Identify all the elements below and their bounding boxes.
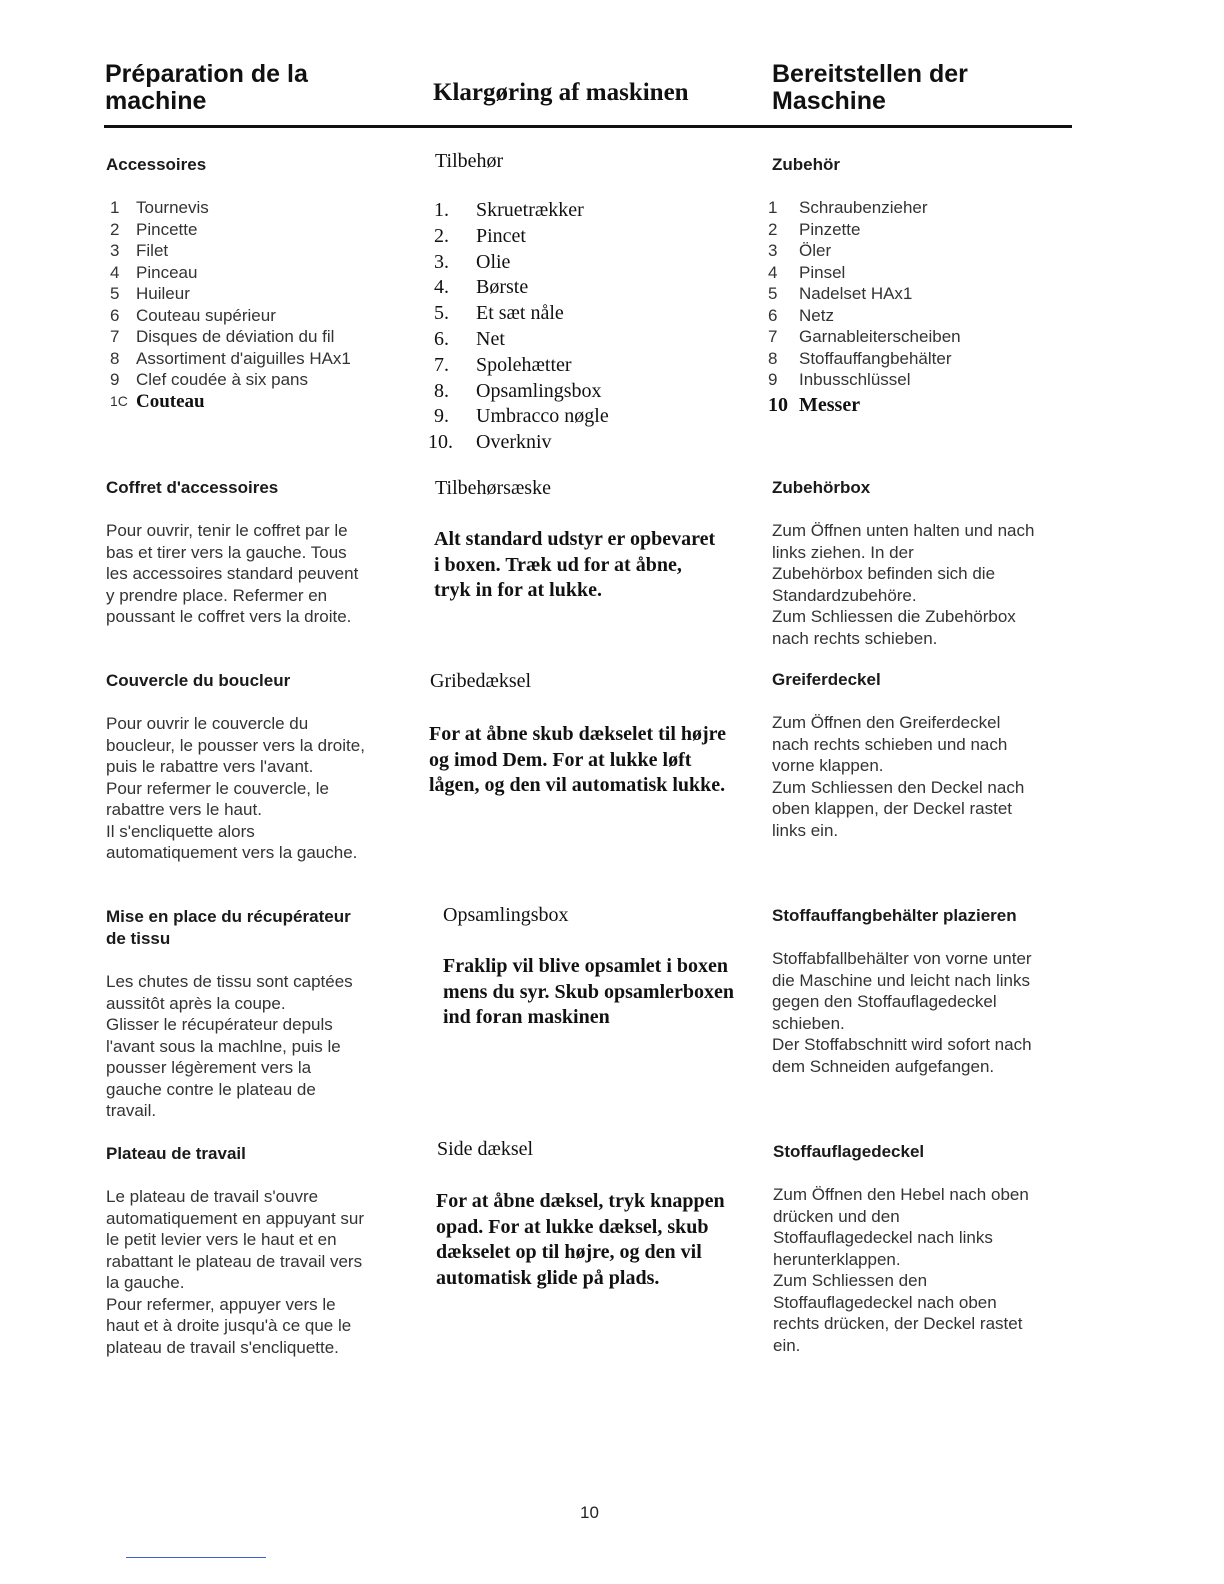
text-line: Pour refermer, appuyer vers le (106, 1294, 336, 1314)
text-line: die Maschine und leicht nach links (772, 970, 1030, 990)
section-body (772, 712, 1092, 841)
item-text: Pinzette (799, 219, 861, 239)
text-line: automatiquement vers la gauche. (106, 843, 358, 862)
list-item (110, 305, 420, 327)
heading-line: de tissu (106, 929, 171, 948)
list-item (768, 369, 1068, 391)
list-item (428, 430, 734, 456)
list-item (768, 240, 1068, 262)
text-line: Standardzubehöre. (772, 585, 917, 605)
accessories-list-fr (110, 197, 420, 412)
section-body (106, 971, 416, 1122)
list-item (110, 240, 420, 262)
text-line: Zubehörbox befinden sich die (772, 564, 996, 583)
item-number: 2 (768, 219, 778, 239)
text-line: lågen, og den vil automatisk lukke. (429, 774, 726, 796)
item-text: Öler (799, 241, 832, 260)
item-text: Messer (799, 393, 861, 416)
item-text: Inbusschlüssel (799, 370, 911, 389)
item-number: 8. (434, 379, 449, 402)
text-line: rabattant le plateau de travail vers (106, 1251, 363, 1271)
item-number: 3 (110, 241, 120, 260)
list-item (768, 197, 1068, 219)
item-text: Couteau supérieur (136, 305, 276, 325)
list-item (110, 326, 420, 348)
item-text: Spolehætter (476, 353, 572, 376)
item-text: Pinsel (799, 262, 846, 282)
section-body (106, 1186, 416, 1358)
text-line: For at åbne skub dækselet til højre (429, 723, 727, 745)
heading-line: Mise en place du récupérateur (106, 907, 351, 926)
text-line: Pour refermer le couvercle, le (106, 778, 329, 798)
section-heading: Couvercle du boucleur (106, 671, 291, 690)
list-item (110, 262, 420, 284)
item-text: Stoffauffangbehälter (799, 348, 952, 368)
item-text: Clef coudée à six pans (136, 370, 308, 389)
text-line: y prendre place. Refermer en (106, 585, 328, 605)
title-line: Bereitstellen der (772, 60, 968, 88)
text-line: drücken und den (773, 1206, 900, 1226)
item-text: Garnableiterscheiben (799, 327, 961, 346)
text-line: bas et tirer vers la gauche. Tous (106, 542, 347, 562)
text-line: gegen den Stoffauflagedeckel (772, 992, 997, 1011)
item-number: 2 (110, 219, 120, 239)
item-text: Pinceau (136, 262, 198, 282)
list-item (434, 301, 734, 327)
text-line: haut et à droite jusqu'à ce que le (106, 1316, 352, 1335)
text-line: ein. (773, 1335, 801, 1355)
item-number: 6 (768, 305, 778, 325)
section-heading: Side dæksel (437, 1138, 534, 1160)
text-line: Zum Öffnen unten halten und nach (772, 521, 1035, 540)
item-text: Pincet (476, 224, 526, 247)
text-line: herunterklappen. (773, 1249, 901, 1269)
list-item (434, 275, 734, 301)
section-heading: Tilbehør (435, 150, 504, 172)
item-number: 1C (110, 392, 128, 409)
title-line: Maschine (772, 87, 886, 115)
section-body (106, 520, 416, 628)
text-line: links ein. (772, 820, 839, 840)
text-line: vorne klappen. (772, 756, 884, 775)
list-item (768, 348, 1068, 370)
text-line: Fraklip vil blive opsamlet i boxen (443, 955, 729, 977)
item-text: Disques de déviation du fil (136, 327, 335, 346)
item-number: 9 (768, 370, 778, 389)
list-item (110, 348, 420, 370)
text-line: dækselet op til højre, og den vil (436, 1241, 702, 1263)
item-text: Tournevis (136, 198, 209, 217)
section-heading: Plateau de travail (106, 1144, 246, 1163)
section-heading: Coffret d'accessoires (106, 478, 279, 497)
item-text: Huileur (136, 284, 190, 303)
item-number: 1 (768, 198, 778, 217)
item-text: Filet (136, 241, 169, 260)
section-heading: Accessoires (106, 155, 207, 174)
section-heading: Tilbehørsæske (435, 477, 551, 499)
accessories-list-da (428, 198, 734, 456)
list-item (434, 198, 734, 224)
text-line: nach rechts schieben. (772, 628, 938, 648)
item-number: 10 (768, 393, 788, 416)
item-number: 7 (110, 327, 120, 346)
text-line: Stoffabfallbehälter von vorne unter (772, 949, 1032, 968)
page-title-da: Klargøring af maskinen (433, 79, 689, 106)
item-number: 1. (434, 199, 449, 221)
list-item (768, 305, 1068, 327)
text-line: le petit levier vers le haut et en (106, 1230, 337, 1249)
text-line: Les chutes de tissu sont captées (106, 972, 353, 991)
section-body (772, 948, 1092, 1077)
page-title-fr (105, 61, 308, 115)
text-line: Zum Öffnen den Hebel nach oben (773, 1185, 1029, 1204)
text-line: les accessoires standard peuvent (106, 564, 359, 583)
list-item (434, 224, 734, 250)
item-number: 6. (434, 327, 449, 350)
item-number: 10. (428, 431, 453, 454)
list-item (434, 379, 734, 405)
section-heading: Stoffauflagedeckel (773, 1142, 925, 1161)
text-line: poussant le coffret vers la droite. (106, 607, 352, 626)
title-line: Préparation de la (105, 60, 308, 88)
text-line: Der Stoffabschnitt wird sofort nach (772, 1035, 1032, 1054)
text-line: ind foran maskinen (443, 1006, 610, 1028)
item-number: 8 (110, 348, 120, 368)
section-body (773, 1184, 1093, 1356)
title-line: machine (105, 87, 207, 115)
text-line: opad. For at lukke dæksel, skub (436, 1215, 709, 1238)
section-heading: Zubehörbox (772, 478, 871, 497)
list-item (768, 262, 1068, 284)
text-line: rechts drücken, der Deckel rastet (773, 1314, 1023, 1333)
text-line: oben klappen, der Deckel rastet (772, 799, 1013, 818)
item-text: Nadelset HAx1 (799, 284, 913, 303)
section-heading: Gribedæksel (430, 670, 532, 692)
list-item (434, 250, 734, 276)
list-item (110, 197, 420, 219)
footer-rule (126, 1557, 266, 1558)
item-number: 5. (434, 302, 449, 325)
text-line: automatiquement en appuyant sur (106, 1208, 365, 1228)
item-number: 4 (110, 262, 120, 282)
page-number: 10 (580, 1503, 599, 1522)
item-text: Pincette (136, 219, 198, 239)
text-line: For at åbne dæksel, tryk knappen (436, 1190, 725, 1212)
text-line: schieben. (772, 1013, 845, 1033)
text-line: Alt standard udstyr er opbevaret (434, 528, 716, 550)
item-number: 7 (768, 327, 778, 346)
item-number: 1 (110, 198, 120, 217)
list-item (768, 326, 1068, 348)
item-text: Schraubenzieher (799, 198, 928, 217)
section-body (436, 1189, 756, 1291)
text-line: links ziehen. In der (772, 542, 914, 562)
text-line: Zum Schliessen den (773, 1271, 928, 1290)
item-text: Netz (799, 305, 834, 325)
item-text: Olie (476, 250, 511, 273)
item-number: 3. (434, 250, 449, 273)
text-line: gauche contre le plateau de (106, 1079, 316, 1099)
text-line: l'avant sous la machlne, puis le (106, 1036, 341, 1056)
text-line: puis le rabattre vers l'avant. (106, 757, 314, 776)
item-text: Net (476, 327, 505, 350)
item-number: 4 (768, 262, 778, 282)
list-item (110, 219, 420, 241)
item-text: Et sæt nåle (476, 302, 564, 325)
section-body (434, 527, 754, 604)
text-line: plateau de travail s'encliquette. (106, 1337, 339, 1357)
text-line: Zum Öffnen den Greiferdeckel (772, 713, 1001, 732)
text-line: Zum Schliessen die Zubehörbox (772, 607, 1016, 626)
text-line: travail. (106, 1101, 157, 1120)
list-item (110, 283, 420, 305)
item-text: Opsamlingsbox (476, 379, 602, 402)
page-title-de (772, 61, 968, 115)
item-number: 5 (768, 284, 778, 303)
item-number: 3 (768, 241, 778, 260)
item-number: 5 (110, 284, 120, 303)
text-line: Pour ouvrir, tenir le coffret par le (106, 521, 348, 540)
list-item (434, 404, 734, 430)
section-body (106, 713, 416, 864)
section-body (443, 954, 763, 1031)
text-line: og imod Dem. For at lukke løft (429, 748, 692, 771)
item-number: 4. (434, 276, 449, 299)
item-number: 9 (110, 370, 120, 389)
item-text: Assortiment d'aiguilles HAx1 (136, 348, 351, 368)
section-heading: Greiferdeckel (772, 670, 881, 689)
item-text: Overkniv (476, 431, 552, 454)
item-number: 7. (434, 353, 449, 376)
list-item (768, 391, 1068, 419)
text-line: aussitôt après la coupe. (106, 993, 286, 1013)
text-line: pousser légèrement vers la (106, 1058, 312, 1077)
list-item (110, 369, 420, 391)
text-line: Zum Schliessen den Deckel nach (772, 777, 1025, 797)
list-item (768, 283, 1068, 305)
section-heading (106, 906, 351, 950)
list-item (768, 219, 1068, 241)
section-heading: Stoffauffangbehälter plazieren (772, 906, 1017, 925)
section-body (429, 722, 759, 799)
text-line: Pour ouvrir le couvercle du (106, 714, 309, 733)
text-line: la gauche. (106, 1273, 185, 1292)
text-line: boucleur, le pousser vers la droite, (106, 735, 365, 755)
list-item (434, 353, 734, 379)
item-number: 9. (434, 405, 449, 428)
item-number: 2. (434, 224, 449, 247)
item-number: 6 (110, 305, 120, 325)
item-number: 8 (768, 348, 778, 368)
item-text: Børste (476, 276, 529, 299)
item-text: Skruetrækker (476, 199, 584, 221)
text-line: nach rechts schieben und nach (772, 734, 1008, 754)
item-text: Couteau (136, 390, 205, 412)
section-heading: Zubehör (772, 155, 840, 174)
text-line: rabattre vers le haut. (106, 800, 262, 819)
section-body (772, 520, 1092, 649)
text-line: Stoffauflagedeckel nach links (773, 1228, 993, 1247)
text-line: Stoffauflagedeckel nach oben (773, 1292, 997, 1312)
list-item (110, 391, 420, 413)
text-line: automatisk glide på plads. (436, 1266, 660, 1289)
text-line: tryk in for at lukke. (434, 579, 602, 601)
text-line: Il s'encliquette alors (106, 821, 255, 841)
list-item (434, 327, 734, 353)
header-rule (104, 125, 1072, 128)
text-line: Glisser le récupérateur depuls (106, 1015, 333, 1034)
accessories-list-de (768, 197, 1068, 419)
section-heading: Opsamlingsbox (443, 904, 569, 926)
text-line: mens du syr. Skub opsamlerboxen (443, 980, 735, 1003)
text-line: dem Schneiden aufgefangen. (772, 1056, 995, 1076)
text-line: Le plateau de travail s'ouvre (106, 1187, 319, 1206)
item-text: Umbracco nøgle (476, 405, 609, 428)
text-line: i boxen. Træk ud for at åbne, (434, 553, 682, 576)
